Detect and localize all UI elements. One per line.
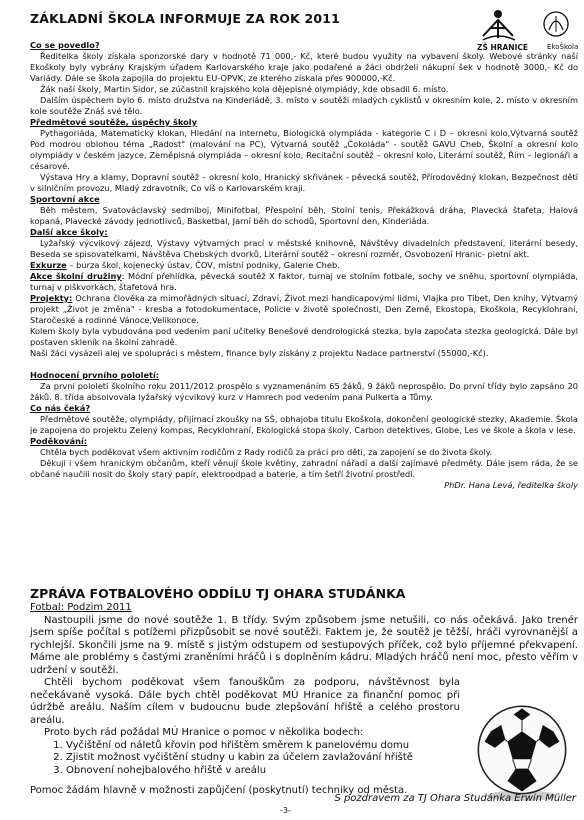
article-heading-football: ZPRÁVA FOTBALOVÉHO ODDÍLU TJ OHARA STUDÁNKA — [30, 586, 406, 601]
football-signature: S pozdravem za TJ Ohara Studánka Erwin Müller — [334, 793, 576, 804]
ekoskola-logo-text: EkoŠkola — [547, 43, 579, 51]
paragraph — [30, 293, 578, 326]
list-item: 1. Vyčištění od náletů křovin pod hřištěm směrem k panelovému domu — [66, 740, 578, 753]
section-heading: Co nás čeká? — [30, 403, 91, 413]
paragraph: Pomoc žádám hlavně v možnosti zapůjčení (poskytnutí) techniky od města. — [30, 785, 408, 796]
inline-text: – burza škol, kojenecký ústav, ČOV, místní podniky, Galerie Cheb. — [66, 260, 340, 270]
signature: PhDr. Hana Levá, ředitelka školy — [444, 480, 578, 490]
football-icon — [470, 700, 574, 804]
inline-label: Exkurze — [30, 260, 67, 270]
paragraph: Dalším úspěchem bylo 6. místo družstva na Kinderiádě, 3. místo v soutěži mladých cyklistů v okresním kole, 2. místo v okresním kole soutěže Znáš své tělo. — [30, 95, 578, 116]
paragraph: Kolem školy byla vybudována pod vedením paní učitelky Benešové dendrologická stezka, byla započata stezka geologická. Dále byl postaven skleník na školní zahradě. — [30, 326, 578, 347]
inline-label: Projekty: — [30, 293, 73, 303]
school-logo-text: ZŠ HRANICE — [477, 43, 529, 52]
paragraph: Ředitelka školy získala sponzorské dary v hodnotě 71 000,- Kč, které budou využity na vybavení školy. Webové stránky naší Ekoškoly byly vybrány Krajským úřadem Karlovarského kraje jako podařené a žáci obdrželi nákupní šek v hodnotě 3000,- Kč do Variády. Dále se škola zapojila do projektu EU-OPVK, ze kterého získala přes 900000,-Kč. — [30, 51, 578, 83]
section-heading: Poděkování: — [30, 436, 88, 446]
inline-text: Ochrana člověka za mimořádných situací, Zdraví, Život mezi handicapovými lidmi, Vlajka pro Tibet, Den knihy, Výtvarný projekt „Život je změna" - kresba a fotodokumentace, Policie v životě společnosti, Den Země, Ekostopa, Ekoškola, Recyklohraní, Staročeské a rodinné Vánoce,Velikonoce. — [30, 293, 578, 325]
section-heading: Předmětové soutěže, úspěchy školy — [30, 117, 198, 127]
paragraph: Pythagoriáda, Matematický klokan, Hledání na internetu, Biologická olympiáda - kategorie C i D – okresní kolo,Výtvarná soutěž Pod modrou oblohou téma „Radost" (malování na PC), Výtvarná soutěž „Čokoláda" - soutěž GAVU Cheb, Školní a okresní kolo olympiády v českém jazyce, Zeměpisná olympiáda – okresní kolo, Recitační soutěž – okresní kolo, Literární soutěž, Řím – legionáři a césarové. — [30, 128, 578, 171]
list-item: 3. Obnovení nohejbalového hřiště v areálu — [66, 765, 578, 778]
paragraph: Výstava Hry a klamy, Dopravní soutěž – okresní kolo, Hranický skřivánek - pěvecká soutěž, Přírodovědný klokan, Bezpečnost dětí v silničním provozu, Mladý zdravotník, Co víš o Karlovarském kraji. — [30, 172, 578, 193]
section-heading: Sportovní akce — [30, 194, 100, 204]
section-heading: Další akce školy: — [30, 227, 108, 237]
section-subheading: Fotbal: Podzim 2011 — [30, 602, 132, 613]
paragraph: Děkuji i všem hranickým občanům, kteří věnují škole květiny, zahradní nářadí a další zajímavé předměty. Dále jsem ráda, že se občané naučili nosit do školy starý papír, elektroodpad a baterie, a tím šetří životní prostředí. — [30, 458, 578, 479]
paragraph: Chtěla bych poděkovat všem aktivním rodičům z Rady rodičů za práci pro děti, za zapojení se do života školy. — [40, 447, 493, 457]
paragraph: Běh městem, Svatováclavský sedmiboj, Minifotbal, Přespolní běh, Stolní tenis, Překážková dráha, Plavecká štafeta, Halová kopaná, Plavecké závody jednotlivců, Basketbal, Jarní běh do schodů, Sportovní den, Kinderiáda. — [30, 205, 578, 226]
school-article — [30, 40, 578, 491]
paragraph: Předmětové soutěže, olympiády, přijímací zkoušky na SŠ, obhajoba titulu Ekoškola, dokončení geologické stezky, Akademie. Škola je zapojena do projektu Zelený kompas, Recyklohraní, Ekologická stopa školy, Carbon detektives, Globe, Les ve škole a škola v lese. — [30, 414, 578, 435]
section-heading: Co se povedlo? — [30, 40, 100, 50]
paragraph — [30, 271, 578, 293]
inline-text: : Módní přehlídka, pěvecká soutěž X faktor, turnaj ve stolním fotbale, sochy ve sněhu, sportovní olympiáda, turnaj v piškvorkách, štafetová hra. — [30, 271, 578, 292]
paragraph: Naši žáci vysázeli alej ve spolupráci s městem, finance byly získány z projektu Nadace partnerství (55000,-Kč). — [30, 348, 489, 358]
paragraph: Lyžařský výcvikový zájezd, Výstavy výtvarných prací v městské knihovně, Návštěvy divadelních představení, literární besedy, Beseda se spisovatelkami, Návštěva Chebských dvorků, Literární soutěž – okresní rozměr, Osvobození Hranic- pietní akt. — [30, 238, 578, 259]
inline-label: Akce školní družiny — [30, 271, 122, 281]
list-item: 2. Zjistit možnost vyčištění studny u kabin za účelem zavlažování hřiště — [66, 752, 578, 765]
paragraph: Žák naší školy, Martin Sidor, se zúčastnil krajského kola dějepisné olympiády, kde obsadil 6. místo. — [40, 84, 449, 94]
paragraph: Za první pololetí školního roku 2011/2012 prospělo s vyznamenáním 65 žáků, 9 žáků neprospělo. Do první třídy bylo zapsáno 20 žáků. 8. třída absolvovala lyžařský výcvikový kurz v Hamrech pod vedením pana Pulkerta a Tůmy. — [30, 381, 578, 402]
paragraph: Chtěli bychom poděkovat všem fanouškům za podporu, návštěvnost byla nečekávaně vysoká. Dále bych chtěl poděkovat MÚ Hranice za finanční pomoc při údržbě areálu. Naším cílem v budoucnu bude zlepšování hřiště a celého prostoru areálu. — [30, 677, 460, 726]
article-heading-school: ZÁKLADNÍ ŠKOLA INFORMUJE ZA ROK 2011 — [30, 11, 341, 26]
page-number: -3- — [280, 806, 291, 815]
paragraph: Nastoupili jsme do nové soutěže 1. B třídy. Svým způsobem jsme netušili, co nás očekává. Jako trenér jsem spíše počítal s potížemi přizpůsobit se nové soutěži. Faktem je, že soutěž je těžší, hráči vyrovnanější a rychlejší. Skončili jsme na 9. místě s jistým odstupem od sestupových příček, což bylo příjemné překvapení. Máme ale problémy s častými zraněními hráčů i s doplněním kádru. Mladých hráčů není moc, přesto věřím v udržení v soutěži. — [30, 614, 578, 676]
paragraph — [30, 260, 578, 271]
paragraph: Proto bych rád požádal MÚ Hranice o pomoc v několika bodech: — [44, 727, 364, 738]
section-heading: Hodnocení prvního pololetí: — [30, 370, 160, 380]
